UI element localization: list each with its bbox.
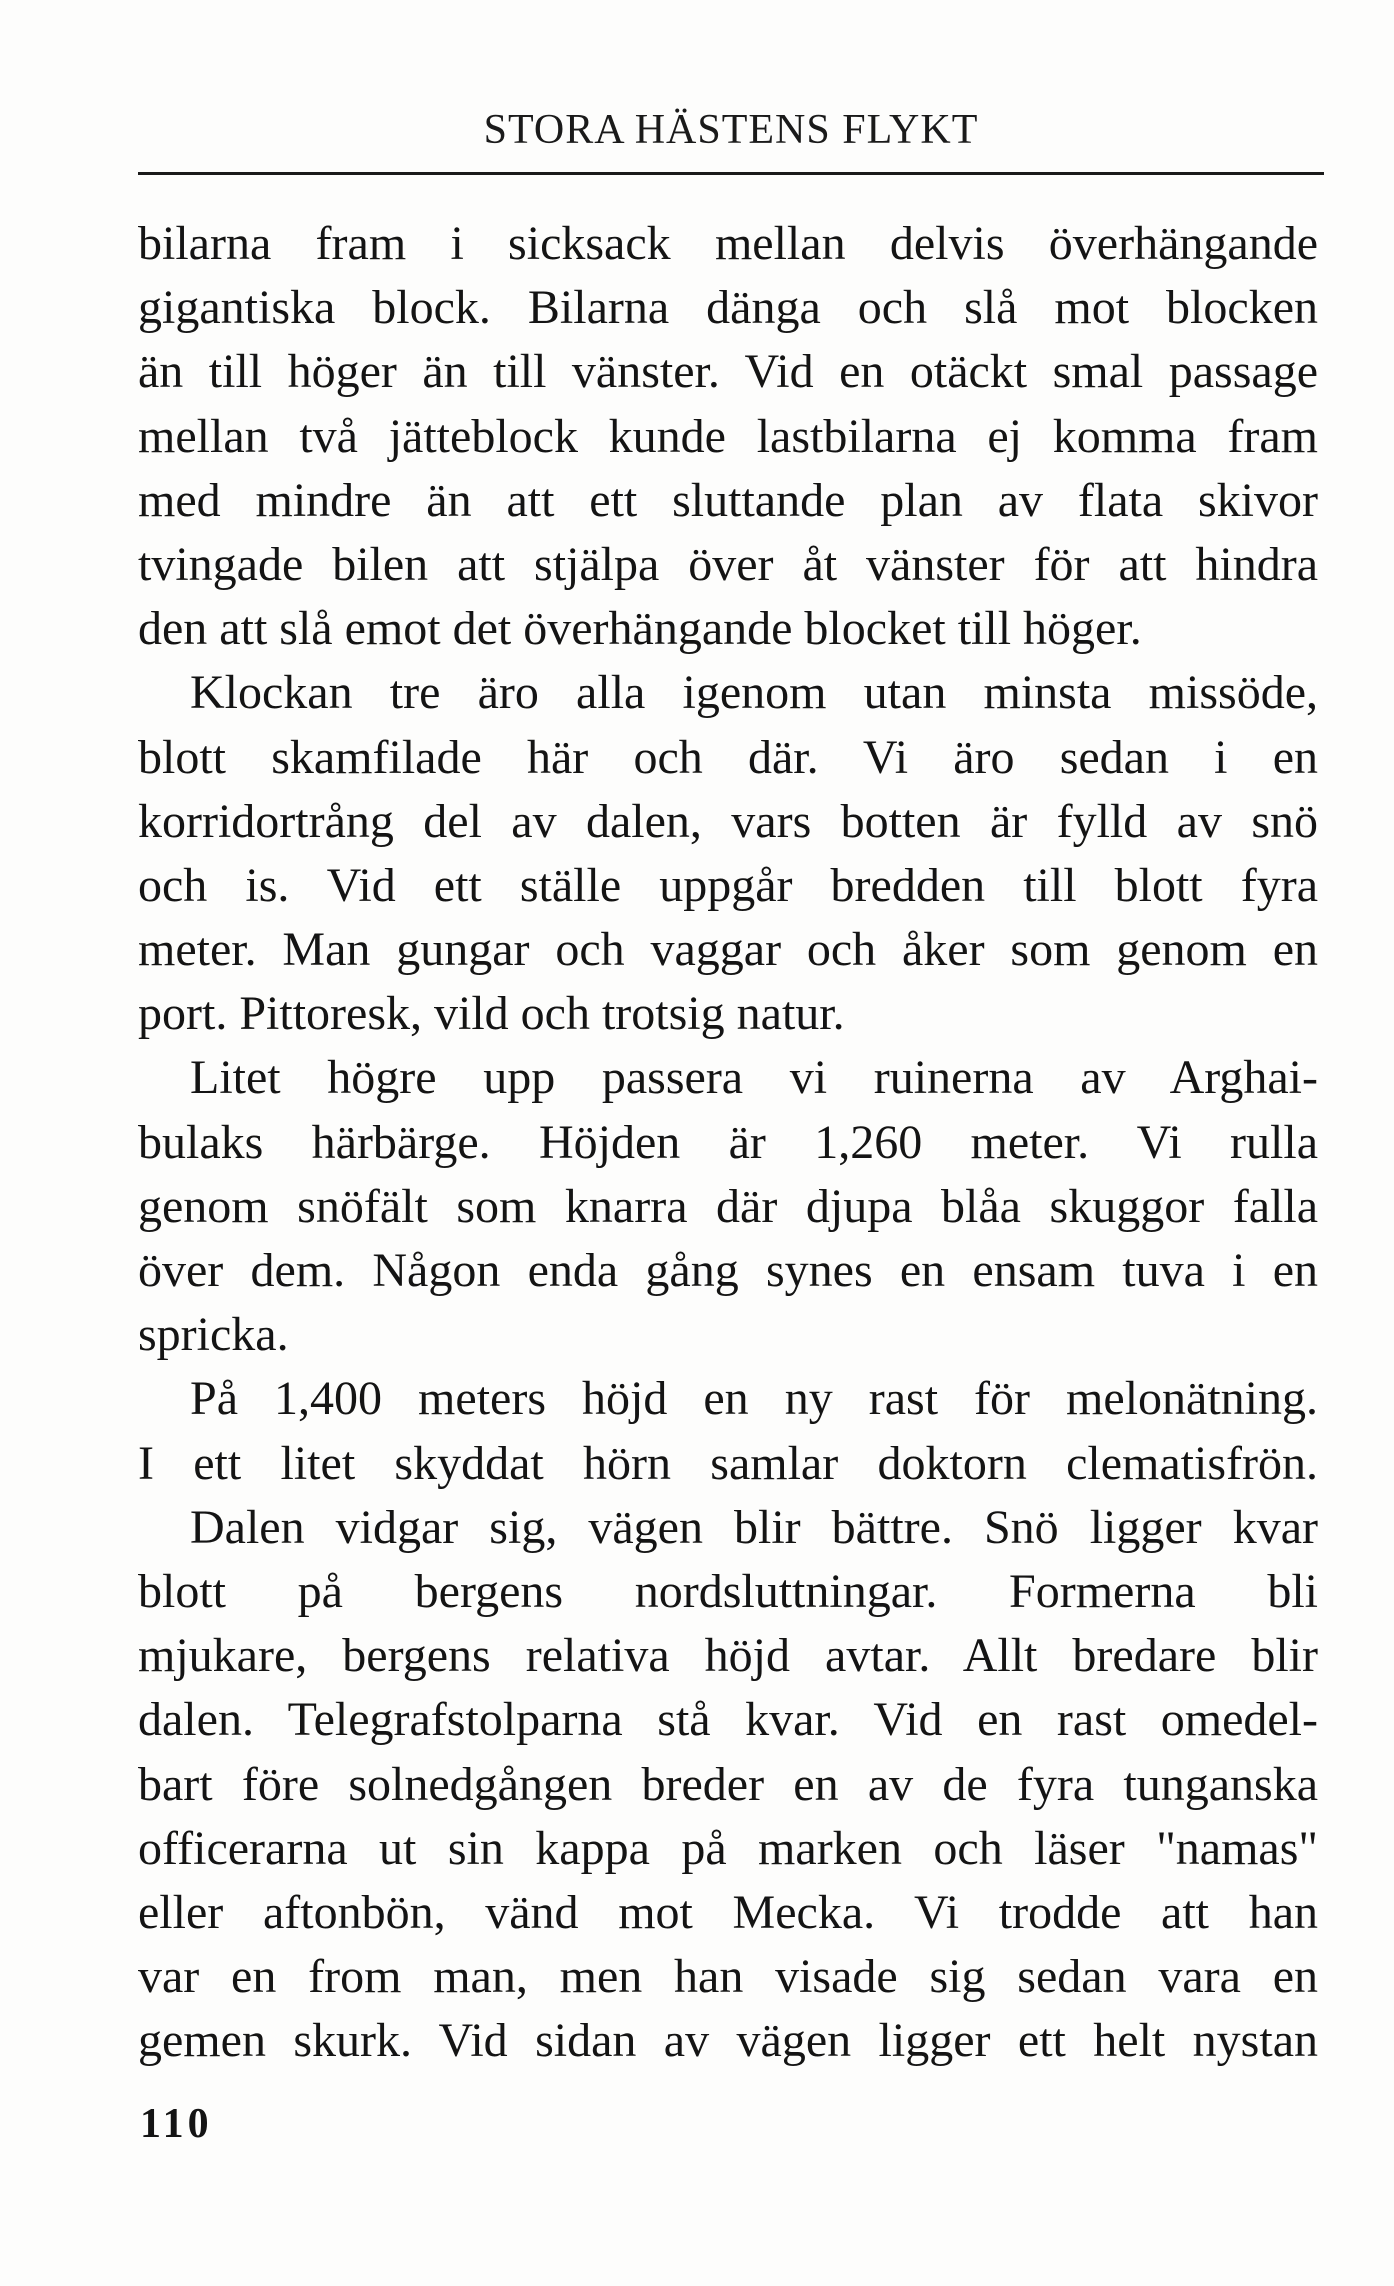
text-line: spricka. bbox=[138, 1308, 289, 1362]
text-line: tvingade bilen att stjälpa över åt vänster för att hindra bbox=[138, 537, 1318, 591]
body-text bbox=[138, 212, 1318, 2073]
text-line: blott skamfilade här och där. Vi äro sedan i en bbox=[138, 730, 1318, 784]
header-rule bbox=[138, 172, 1324, 175]
text-line: meter. Man gungar och vaggar och åker som genom en bbox=[138, 923, 1318, 977]
text-line: På 1,400 meters höjd en ny rast för melonätning. bbox=[190, 1372, 1318, 1426]
page-number: 110 bbox=[140, 2101, 213, 2147]
text-line: än till höger än till vänster. Vid en otäckt smal passage bbox=[138, 345, 1318, 399]
text-line: och is. Vid ett ställe uppgår bredden till blott fyra bbox=[138, 858, 1318, 912]
text-line: Litet högre upp passera vi ruinerna av Arghai- bbox=[190, 1051, 1318, 1105]
text-line: mellan två jätteblock kunde lastbilarna ej komma fram bbox=[138, 409, 1318, 463]
text-line: blott på bergens nordsluttningar. Formerna bli bbox=[138, 1564, 1318, 1618]
text-line: bart före solnedgången breder en av de fyra tunganska bbox=[138, 1757, 1318, 1811]
text-line: bulaks härbärge. Höjden är 1,260 meter. Vi rulla bbox=[138, 1115, 1318, 1169]
text-line: den att slå emot det överhängande blocket till höger. bbox=[138, 602, 1142, 656]
text-line: port. Pittoresk, vild och trotsig natur. bbox=[138, 987, 845, 1041]
text-line: med mindre än att ett sluttande plan av flata skivor bbox=[138, 473, 1318, 527]
running-title: STORA HÄSTENS FLYKT bbox=[483, 107, 979, 153]
text-line: Dalen vidgar sig, vägen blir bättre. Snö ligger kvar bbox=[190, 1500, 1318, 1554]
text-line: gigantiska block. Bilarna dänga och slå mot blocken bbox=[138, 281, 1318, 335]
text-line: över dem. Någon enda gång synes en ensam tuva i en bbox=[138, 1244, 1318, 1297]
text-line: gemen skurk. Vid sidan av vägen ligger ett helt nystan bbox=[138, 2014, 1318, 2068]
text-line: officerarna ut sin kappa på marken och läser "namas" bbox=[138, 1821, 1318, 1875]
text-line: var en from man, men han visade sig sedan vara en bbox=[138, 1950, 1318, 2004]
text-line: mjukare, bergens relativa höjd avtar. Allt bredare blir bbox=[138, 1629, 1318, 1683]
text-line: eller aftonbön, vänd mot Mecka. Vi trodde att han bbox=[138, 1885, 1318, 1939]
text-line: Klockan tre äro alla igenom utan minsta missöde, bbox=[190, 666, 1318, 720]
text-line: bilarna fram i sicksack mellan delvis överhängande bbox=[138, 217, 1318, 270]
text-line: I ett litet skyddat hörn samlar doktorn clematisfrön. bbox=[138, 1436, 1318, 1490]
text-line: dalen. Telegrafstolparna stå kvar. Vid en rast omedel- bbox=[138, 1693, 1318, 1747]
text-line: korridortrång del av dalen, vars botten är fylld av snö bbox=[138, 794, 1318, 848]
text-line: genom snöfält som knarra där djupa blåa skuggor falla bbox=[138, 1179, 1318, 1233]
